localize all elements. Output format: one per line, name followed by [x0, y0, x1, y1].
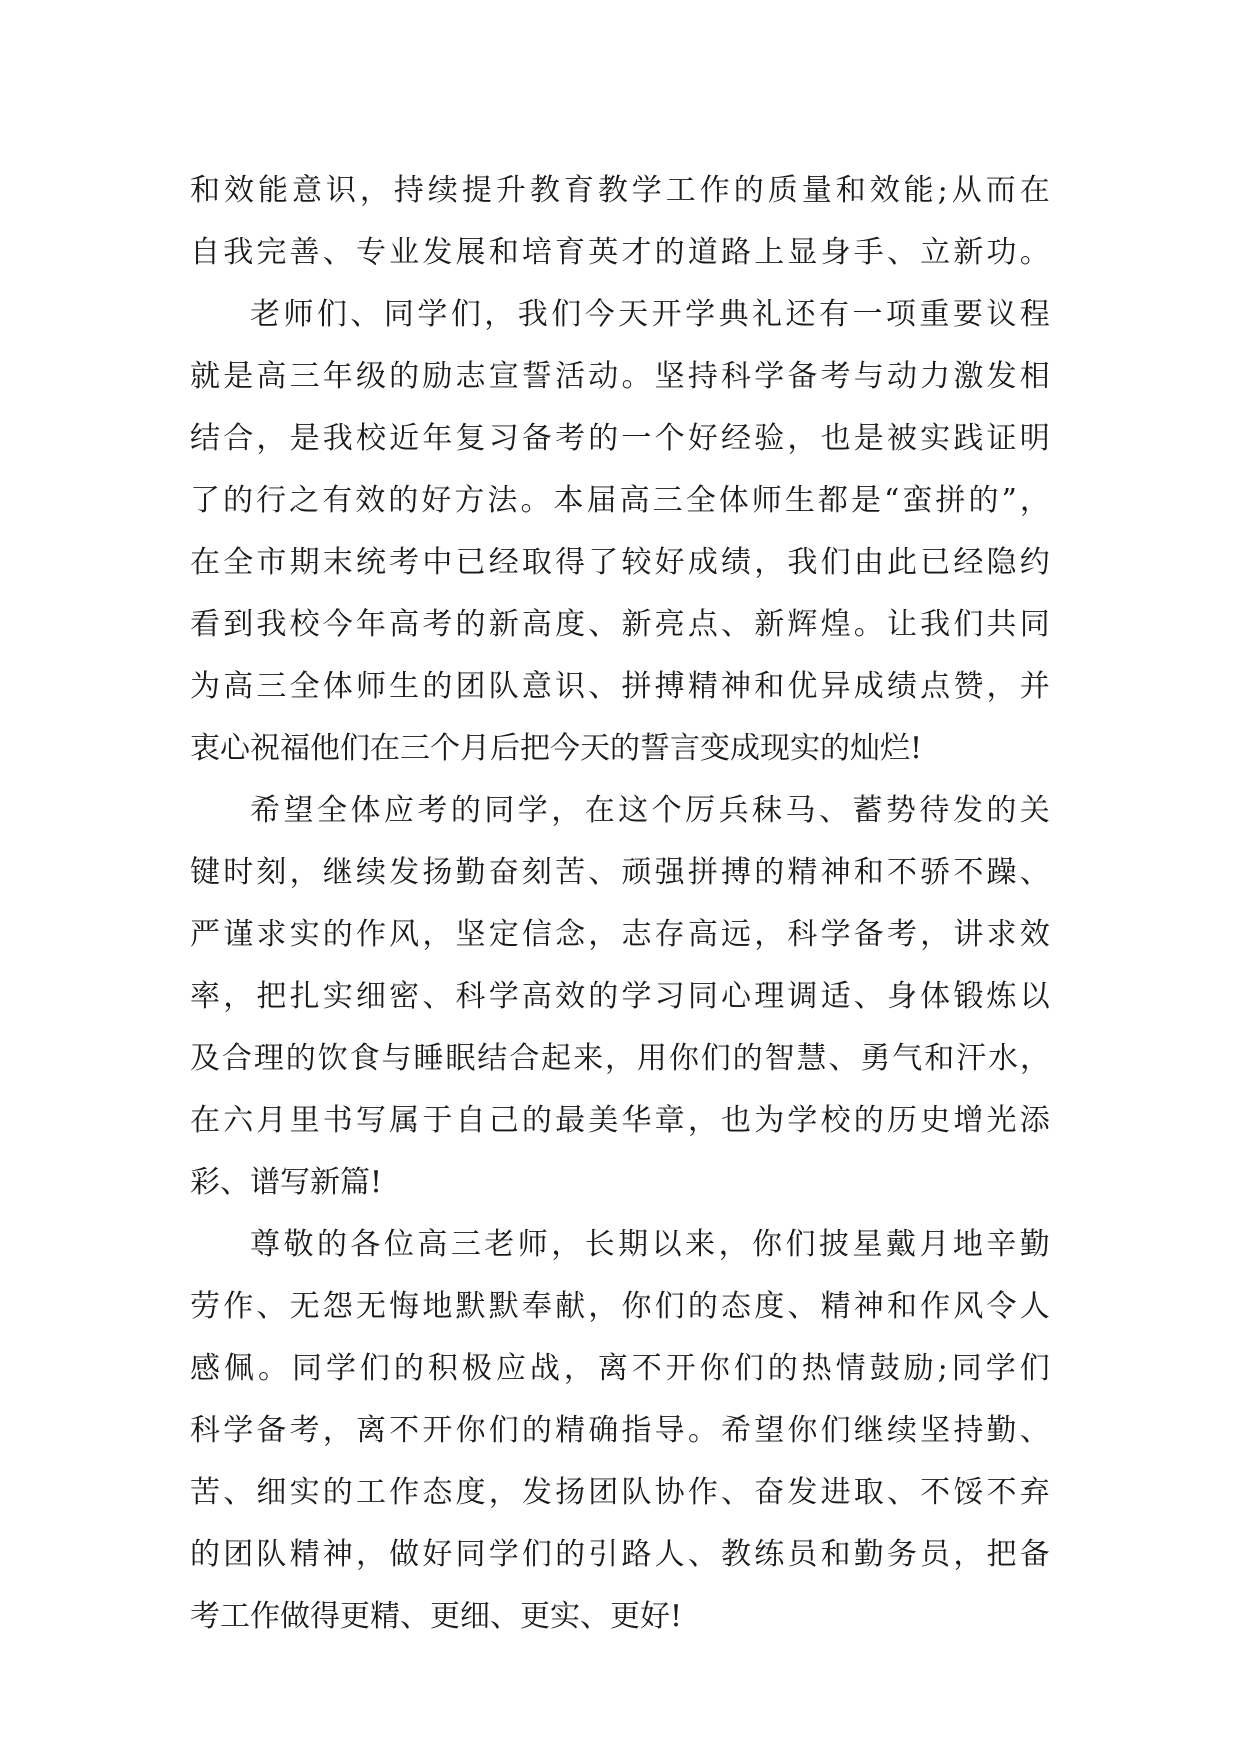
text-line: 在 全 市 期 末 统 考 中 已 经 取 得 了 较 好 成 绩 ， 我 们 由 此 已 经 隐 约	[190, 545, 1050, 580]
text-line: 为 高 三 全 体 师 生 的 团 队 意 识 、 拼 搏 精 神 和 优 异 成 绩 点 赞 ， 并	[190, 669, 1050, 704]
text-line: 在 六 月 里 书 写 属 于 自 己 的 最 美 华 章 ， 也 为 学 校 的 历 史 增 光 添	[190, 1103, 1050, 1138]
text-line: 感 佩 。 同 学 们 的 积 极 应 战 ， 离 不 开 你 们 的 热 情 鼓 励 ; 同 学 们	[190, 1351, 1050, 1386]
text-line: 彩、谱写新篇!	[190, 1165, 383, 1200]
text-line: 看 到 我 校 今 年 高 考 的 新 高 度 、 新 亮 点 、 新 辉 煌 。 让 我 们 共 同	[190, 607, 1050, 642]
text-line: 率 ， 把 扎 实 细 密 、 科 学 高 效 的 学 习 同 心 理 调 适 、 身 体 锻 炼 以	[190, 979, 1050, 1014]
text-line: 衷心祝福他们在三个月后把今天的誓言变成现实的灿烂!	[190, 731, 923, 766]
text-line: 劳 作 、 无 怨 无 悔 地 默 默 奉 献 ， 你 们 的 态 度 、 精 神 和 作 风 令 人	[190, 1289, 1050, 1324]
text-line: 结 合 ， 是 我 校 近 年 复 习 备 考 的 一 个 好 经 验 ， 也 是 被 实 践 证 明	[190, 421, 1050, 456]
body-text	[190, 160, 1050, 1648]
text-line: 尊 敬 的 各 位 高 三 老 师 ， 长 期 以 来 ， 你 们 披 星 戴 月 地 辛 勤	[250, 1227, 1050, 1262]
text-line: 苦 、 细 实 的 工 作 态 度 ， 发 扬 团 队 协 作 、 奋 发 进 取 、 不 馁 不 弃	[190, 1475, 1050, 1510]
text-line: 的 团 队 精 神 ， 做 好 同 学 们 的 引 路 人 、 教 练 员 和 勤 务 员 ， 把 备	[190, 1537, 1050, 1572]
text-line: 老 师 们 、 同 学 们 ， 我 们 今 天 开 学 典 礼 还 有 一 项 重 要 议 程	[250, 297, 1050, 332]
text-line: 了 的 行 之 有 效 的 好 方 法 。 本 届 高 三 全 体 师 生 都 是 “ 蛮 拼 的 ” ，	[190, 483, 1050, 518]
text-line: 严 谨 求 实 的 作 风 ， 坚 定 信 念 ， 志 存 高 远 ， 科 学 备 考 ， 讲 求 效	[190, 917, 1050, 952]
text-line: 自 我 完 善 、 专 业 发 展 和 培 育 英 才 的 道 路 上 显 身 手 、 立 新 功 。	[190, 235, 1050, 270]
text-line: 就 是 高 三 年 级 的 励 志 宣 誓 活 动 。 坚 持 科 学 备 考 与 动 力 激 发 相	[190, 359, 1050, 394]
text-line: 科 学 备 考 ， 离 不 开 你 们 的 精 确 指 导 。 希 望 你 们 继 续 坚 持 勤 、	[190, 1413, 1050, 1448]
text-line: 和 效 能 意 识 ， 持 续 提 升 教 育 教 学 工 作 的 质 量 和 效 能 ; 从 而 在	[190, 173, 1050, 208]
text-line: 希 望 全 体 应 考 的 同 学 ， 在 这 个 厉 兵 秣 马 、 蓄 势 待 发 的 关	[250, 793, 1050, 828]
text-line: 考工作做得更精、更细、更实、更好!	[190, 1599, 683, 1634]
text-line: 及 合 理 的 饮 食 与 睡 眠 结 合 起 来 ， 用 你 们 的 智 慧 、 勇 气 和 汗 水 ，	[190, 1041, 1050, 1076]
text-line: 键 时 刻 ， 继 续 发 扬 勤 奋 刻 苦 、 顽 强 拼 搏 的 精 神 和 不 骄 不 躁 、	[190, 855, 1050, 890]
